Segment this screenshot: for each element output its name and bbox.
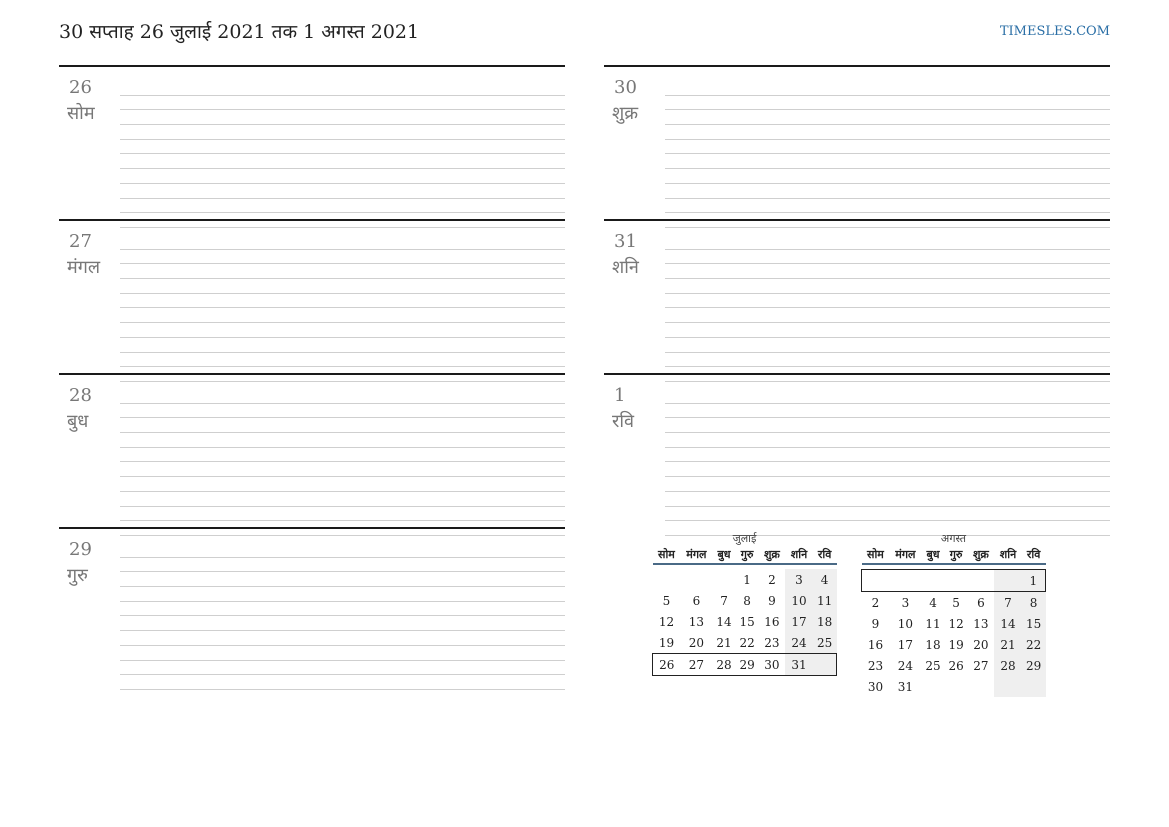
note-line bbox=[665, 492, 1110, 507]
note-line bbox=[120, 462, 565, 477]
note-line bbox=[120, 661, 565, 676]
day-name: शनि bbox=[612, 257, 639, 278]
calendar-day[interactable]: 25 bbox=[925, 658, 941, 673]
weekday-header: गुरु bbox=[945, 546, 968, 564]
day-number: 27 bbox=[69, 231, 92, 252]
month-grid bbox=[861, 546, 1046, 697]
calendar-day[interactable] bbox=[994, 676, 1021, 697]
note-line bbox=[120, 418, 565, 433]
calendar-day[interactable]: 6 bbox=[692, 593, 701, 608]
calendar-day[interactable]: 26 bbox=[653, 654, 681, 676]
weekday-header: मंगल bbox=[889, 546, 921, 564]
calendar-day[interactable]: 18 bbox=[925, 637, 941, 652]
day-name: शुक्र bbox=[612, 103, 639, 124]
day-block-mon bbox=[59, 65, 565, 219]
site-link[interactable]: TIMESLES.COM bbox=[999, 24, 1110, 39]
note-line bbox=[665, 125, 1110, 140]
calendar-day[interactable]: 27 bbox=[680, 654, 712, 676]
note-line bbox=[665, 199, 1110, 214]
day-number: 31 bbox=[614, 231, 637, 252]
calendar-day[interactable]: 11 bbox=[813, 590, 837, 611]
week-row bbox=[653, 611, 837, 632]
weekday-header: शनि bbox=[785, 546, 812, 564]
note-line bbox=[120, 389, 565, 404]
calendar-day[interactable]: 13 bbox=[688, 614, 705, 629]
calendar-day[interactable]: 13 bbox=[973, 616, 989, 631]
weekday-header: सोम bbox=[653, 546, 681, 564]
calendar-day[interactable]: 15 bbox=[739, 614, 755, 629]
note-line bbox=[665, 462, 1110, 477]
day-block-wed bbox=[59, 373, 565, 527]
day-number: 30 bbox=[614, 77, 637, 98]
note-line bbox=[120, 154, 565, 169]
day-name: गुरु bbox=[67, 565, 88, 586]
day-block-tue bbox=[59, 219, 565, 373]
mini-calendar-august bbox=[861, 532, 1046, 697]
note-lines[interactable] bbox=[120, 543, 565, 690]
note-line bbox=[665, 264, 1110, 279]
note-line bbox=[665, 433, 1110, 448]
note-line bbox=[665, 140, 1110, 155]
note-line bbox=[120, 96, 565, 111]
calendar-day[interactable]: 31 bbox=[785, 654, 812, 676]
calendar-day[interactable] bbox=[862, 570, 890, 592]
note-line bbox=[665, 404, 1110, 419]
calendar-day[interactable]: 3 bbox=[785, 569, 812, 590]
weekday-header: बुध bbox=[921, 546, 944, 564]
note-line bbox=[665, 250, 1110, 265]
day-name: सोम bbox=[67, 103, 95, 124]
weekday-header: शुक्र bbox=[968, 546, 995, 564]
weekday-header: शनि bbox=[994, 546, 1021, 564]
day-name: बुध bbox=[67, 411, 89, 432]
note-line bbox=[120, 404, 565, 419]
calendar-day[interactable]: 7 bbox=[720, 593, 728, 608]
weekday-header: मंगल bbox=[680, 546, 712, 564]
calendar-day[interactable] bbox=[945, 676, 968, 697]
week-row bbox=[653, 569, 837, 590]
note-line bbox=[120, 308, 565, 323]
calendar-day[interactable]: 21 bbox=[994, 634, 1021, 655]
weekday-header: रवि bbox=[813, 546, 837, 564]
calendar-day[interactable] bbox=[889, 570, 921, 592]
weekday-header: सोम bbox=[862, 546, 890, 564]
calendar-day[interactable] bbox=[712, 569, 735, 590]
calendar-day[interactable]: 17 bbox=[897, 637, 914, 652]
day-block-sun bbox=[604, 373, 1110, 527]
note-line bbox=[120, 675, 565, 690]
month-title: जुलाई bbox=[732, 532, 757, 545]
calendar-day[interactable]: 22 bbox=[1022, 634, 1046, 655]
calendar-day[interactable]: 2 bbox=[768, 572, 776, 587]
calendar-day[interactable] bbox=[1022, 676, 1046, 697]
week-row bbox=[862, 655, 1046, 676]
calendar-day[interactable]: 27 bbox=[973, 658, 989, 673]
day-name: रवि bbox=[612, 411, 635, 432]
note-line bbox=[120, 616, 565, 631]
note-line bbox=[120, 602, 565, 617]
calendar-day[interactable]: 9 bbox=[871, 616, 880, 631]
note-lines[interactable] bbox=[665, 235, 1110, 382]
weekday-header: शुक्र bbox=[759, 546, 786, 564]
calendar-day[interactable]: 26 bbox=[948, 658, 964, 673]
day-block-thu bbox=[59, 527, 565, 681]
calendar-day[interactable]: 31 bbox=[897, 679, 914, 694]
weekday-header: गुरु bbox=[736, 546, 759, 564]
calendar-day[interactable]: 17 bbox=[785, 611, 812, 632]
calendar-day[interactable]: 19 bbox=[658, 635, 675, 650]
calendar-day[interactable]: 14 bbox=[994, 613, 1021, 634]
note-line bbox=[120, 587, 565, 602]
calendar-day[interactable]: 23 bbox=[867, 658, 884, 673]
calendar-day[interactable]: 28 bbox=[712, 654, 735, 676]
calendar-day[interactable]: 18 bbox=[813, 611, 837, 632]
note-line bbox=[665, 448, 1110, 463]
calendar-day[interactable]: 24 bbox=[785, 632, 812, 654]
calendar-day[interactable]: 4 bbox=[813, 569, 837, 590]
calendar-day[interactable]: 5 bbox=[662, 593, 671, 608]
note-line bbox=[665, 154, 1110, 169]
current-week-row bbox=[653, 654, 837, 676]
note-line bbox=[665, 338, 1110, 353]
calendar-day[interactable]: 2 bbox=[871, 595, 880, 610]
calendar-day[interactable]: 14 bbox=[716, 614, 732, 629]
week-row bbox=[862, 676, 1046, 697]
calendar-day[interactable]: 10 bbox=[785, 590, 812, 611]
week-row bbox=[862, 634, 1046, 655]
note-lines[interactable] bbox=[120, 235, 565, 382]
note-lines[interactable] bbox=[665, 81, 1110, 228]
note-line bbox=[120, 646, 565, 661]
weekday-header-row bbox=[653, 546, 837, 564]
calendar-day[interactable]: 1 bbox=[1022, 570, 1046, 592]
note-line bbox=[665, 323, 1110, 338]
note-line bbox=[665, 279, 1110, 294]
day-number: 29 bbox=[69, 539, 92, 560]
calendar-day[interactable]: 3 bbox=[901, 595, 910, 610]
calendar-day[interactable]: 20 bbox=[973, 637, 989, 652]
note-line bbox=[665, 81, 1110, 96]
calendar-day[interactable]: 7 bbox=[994, 592, 1021, 614]
calendar-day[interactable]: 29 bbox=[1022, 655, 1046, 676]
calendar-day[interactable]: 15 bbox=[1022, 613, 1046, 634]
current-week-row bbox=[862, 570, 1046, 592]
note-line bbox=[665, 353, 1110, 368]
note-line bbox=[120, 543, 565, 558]
note-line bbox=[120, 492, 565, 507]
note-line bbox=[665, 96, 1110, 111]
note-line bbox=[120, 235, 565, 250]
note-line bbox=[120, 558, 565, 573]
calendar-day[interactable]: 25 bbox=[813, 632, 837, 654]
note-line bbox=[120, 477, 565, 492]
day-number: 1 bbox=[614, 385, 626, 406]
calendar-day[interactable]: 1 bbox=[743, 572, 751, 587]
day-number: 28 bbox=[69, 385, 92, 406]
calendar-day[interactable]: 23 bbox=[764, 635, 780, 650]
calendar-day[interactable]: 30 bbox=[759, 654, 786, 676]
note-line bbox=[665, 389, 1110, 404]
note-line bbox=[120, 250, 565, 265]
calendar-day[interactable] bbox=[968, 570, 995, 592]
week-row bbox=[862, 592, 1046, 614]
note-line bbox=[120, 81, 565, 96]
calendar-day[interactable]: 10 bbox=[897, 616, 914, 631]
page-title: 30 सप्ताह 26 जुलाई 2021 तक 1 अगस्त 2021 bbox=[59, 21, 420, 43]
note-line bbox=[120, 199, 565, 214]
note-lines[interactable] bbox=[120, 389, 565, 536]
calendar-day[interactable]: 8 bbox=[1022, 592, 1046, 614]
note-line bbox=[120, 572, 565, 587]
calendar-day[interactable]: 20 bbox=[688, 635, 705, 650]
calendar-day[interactable]: 6 bbox=[977, 595, 985, 610]
calendar-day[interactable] bbox=[921, 676, 944, 697]
day-block-fri bbox=[604, 65, 1110, 219]
calendar-day[interactable]: 11 bbox=[925, 616, 941, 631]
calendar-day[interactable]: 24 bbox=[897, 658, 914, 673]
calendar-day[interactable]: 9 bbox=[768, 593, 776, 608]
calendar-day[interactable] bbox=[968, 676, 995, 697]
month-title: अगस्त bbox=[940, 532, 967, 545]
note-line bbox=[120, 110, 565, 125]
weekday-header-row bbox=[862, 546, 1046, 564]
note-line bbox=[120, 294, 565, 309]
mini-calendar-july bbox=[652, 532, 837, 676]
note-line bbox=[120, 279, 565, 294]
week-row bbox=[862, 613, 1046, 634]
note-line bbox=[665, 507, 1110, 522]
note-line bbox=[120, 338, 565, 353]
note-line bbox=[120, 140, 565, 155]
calendar-day[interactable] bbox=[945, 570, 968, 592]
calendar-day[interactable]: 19 bbox=[948, 637, 964, 652]
note-line bbox=[120, 184, 565, 199]
day-number: 26 bbox=[69, 77, 92, 98]
calendar-day[interactable]: 8 bbox=[743, 593, 751, 608]
note-line bbox=[120, 169, 565, 184]
calendar-day[interactable]: 12 bbox=[948, 616, 964, 631]
note-line bbox=[665, 110, 1110, 125]
calendar-day[interactable]: 16 bbox=[764, 614, 780, 629]
calendar-day[interactable]: 4 bbox=[929, 595, 937, 610]
weekday-header: रवि bbox=[1022, 546, 1046, 564]
month-grid bbox=[652, 546, 837, 676]
calendar-day[interactable]: 30 bbox=[867, 679, 884, 694]
note-line bbox=[120, 448, 565, 463]
note-line bbox=[120, 433, 565, 448]
note-line bbox=[120, 264, 565, 279]
calendar-day[interactable]: 12 bbox=[658, 614, 675, 629]
note-line bbox=[120, 507, 565, 522]
note-line bbox=[120, 125, 565, 140]
calendar-day[interactable]: 5 bbox=[952, 595, 960, 610]
note-line bbox=[665, 418, 1110, 433]
calendar-day[interactable] bbox=[813, 654, 837, 676]
week-row bbox=[653, 590, 837, 611]
note-line bbox=[120, 353, 565, 368]
calendar-day[interactable]: 29 bbox=[736, 654, 759, 676]
calendar-day[interactable]: 22 bbox=[739, 635, 755, 650]
note-line bbox=[120, 631, 565, 646]
weekday-header: बुध bbox=[712, 546, 735, 564]
note-line bbox=[665, 184, 1110, 199]
day-block-sat bbox=[604, 219, 1110, 373]
note-line bbox=[665, 235, 1110, 250]
note-lines[interactable] bbox=[120, 81, 565, 228]
calendar-day[interactable] bbox=[994, 570, 1021, 592]
note-lines[interactable] bbox=[665, 389, 1110, 536]
note-line bbox=[665, 294, 1110, 309]
calendar-day[interactable] bbox=[680, 569, 712, 590]
calendar-day[interactable] bbox=[921, 570, 944, 592]
note-line bbox=[120, 323, 565, 338]
note-line bbox=[665, 308, 1110, 323]
calendar-day[interactable] bbox=[653, 569, 681, 590]
calendar-day[interactable]: 21 bbox=[716, 635, 732, 650]
week-row bbox=[653, 632, 837, 654]
day-name: मंगल bbox=[67, 257, 101, 278]
calendar-day[interactable]: 28 bbox=[994, 655, 1021, 676]
note-line bbox=[665, 169, 1110, 184]
note-line bbox=[665, 477, 1110, 492]
calendar-day[interactable]: 16 bbox=[867, 637, 884, 652]
